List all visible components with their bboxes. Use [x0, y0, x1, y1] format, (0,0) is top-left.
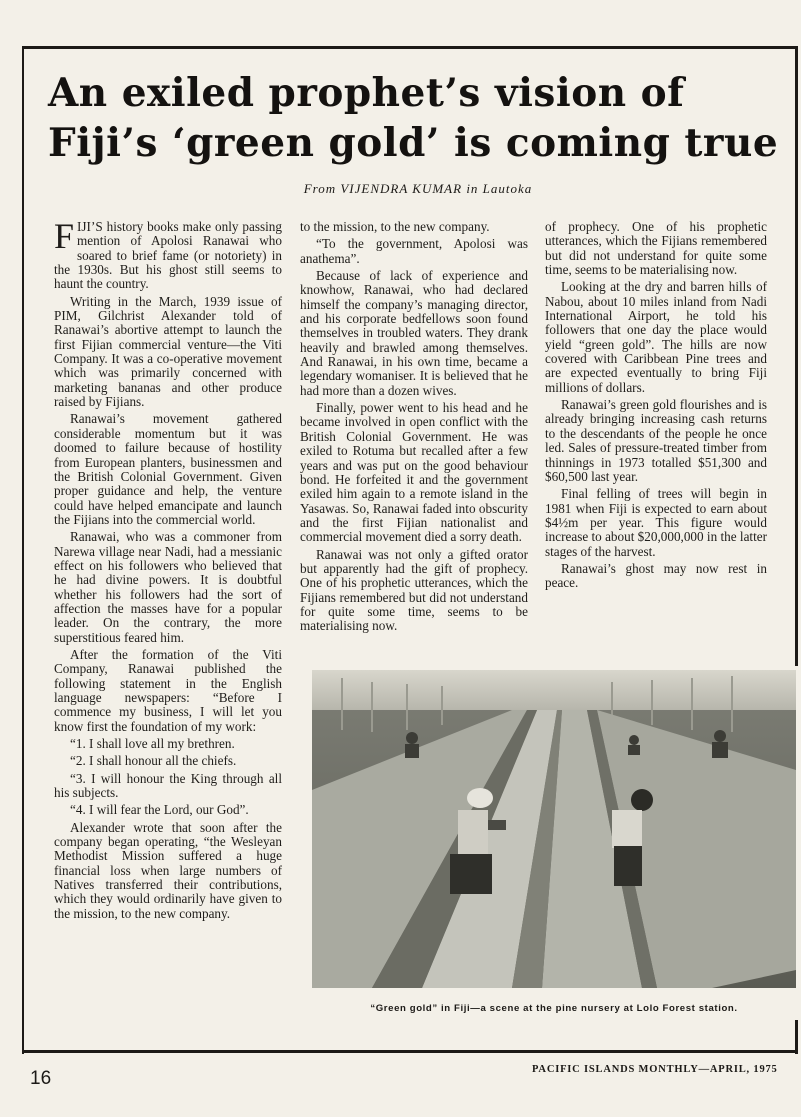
- paragraph-10-continued: of prophecy. One of his prophetic utterances, which the Fijians remembered but did not understand for quite some time, seems to be materialising now.: [545, 219, 767, 278]
- list-item-4: “4. I will fear the Lord, our God”.: [70, 802, 249, 818]
- list-item-3: “3. I will honour the King through all his subjects.: [54, 770, 282, 801]
- list-item-1: “1. I shall love all my brethren.: [70, 736, 235, 752]
- paragraph-1: FIJI’S history books make only passing mention of Apolosi Ranawai who soared to brief fame (or notoriety) in the 1930s. But his ghost still seems to haunt the country.: [54, 216, 282, 292]
- column-2: [300, 220, 528, 637]
- paragraph-7: “To the government, Apolosi was anathema”.: [300, 236, 528, 266]
- paragraph-4: Ranawai, who was a commoner from Narewa village near Nadi, had a messianic effect on his followers who believed that he had divine powers. It is doubtful whether his followers had the sort of affection the masses have for a popular leader. On the contrary, the more superstitious feared him.: [54, 529, 282, 645]
- column-3: [545, 220, 767, 594]
- paragraph-11: Looking at the dry and barren hills of Nabou, about 10 miles inland from Nadi International Airport, he told his followers that one day the place would yield “green gold”. The hills are now covered with Caribbean Pine trees and are expected eventually to bring Fiji millions of dollars.: [545, 279, 767, 395]
- top-rule: [22, 46, 798, 49]
- right-rule-lower: [795, 1020, 798, 1054]
- byline: From VIJENDRA KUMAR in Lautoka: [303, 181, 533, 196]
- right-rule: [795, 46, 798, 666]
- paragraph-12: Ranawai’s green gold flourishes and is already bringing increasing cash returns to the descendants of the people he once led. Sales of pressure-treated timber from thinnings in 1973 totalled $51,300 and $60,500 last year.: [545, 397, 767, 484]
- paragraph-6: Alexander wrote that soon after the company began operating, “the Wesleyan Methodist Mission suffered a huge financial loss when large numbers of Natives transferred their contributions, which they would ordinarily have given to the mission, to the new company.: [54, 819, 282, 921]
- bottom-rule: [22, 1050, 798, 1053]
- paragraph-2: Writing in the March, 1939 issue of PIM, Gilchrist Alexander told of Ranawai’s abortive attempt to launch the first Fijian commercial venture—the Viti Company. It was a co-operative movement which was primarily concerned with marketing bananas and other produce raised by Fijians.: [54, 293, 282, 410]
- column-1: [54, 216, 282, 924]
- drop-cap: F: [54, 216, 75, 256]
- paragraph-13: Final felling of trees will begin in 1981 when Fiji is expected to earn about $4½m per year. This figure would increase to about $20,000,000 in the latter stages of the harvest.: [545, 486, 767, 559]
- paragraph-10: Ranawai was not only a gifted orator but apparently had the gift of prophecy. One of his prophetic utterances, which the Fijians remembered but did not understand for quite some time, seems to be materialising now.: [300, 546, 528, 634]
- paragraph-14: Ranawai’s ghost may now rest in peace.: [545, 560, 767, 591]
- headline-line-2: Fiji’s ‘green gold’ is coming true: [48, 120, 779, 166]
- nursery-photo: [312, 670, 796, 988]
- photo-caption: “Green gold” in Fiji—a scene at the pine nursery at Lolo Forest station.: [370, 1003, 738, 1014]
- list-item-2: “2. I shall honour all the chiefs.: [70, 753, 237, 769]
- headline-line-1: An exiled prophet’s vision of: [48, 70, 685, 116]
- paragraph-8: Because of lack of experience and knowhow, Ranawai, who had declared himself the company’s managing director, and his corporate bedfellows soon found themselves in troubled waters. They drank heavily and brawled among themselves. And Ranawai, in his own time, became a legendary womaniser. It is believed that he had more than a dozen wives.: [300, 268, 528, 398]
- pine-nursery-image: [312, 670, 796, 988]
- page-number: 16: [30, 1068, 52, 1089]
- publication-footer: PACIFIC ISLANDS MONTHLY—APRIL, 1975: [532, 1064, 778, 1075]
- headline: [48, 68, 788, 168]
- left-rule: [22, 46, 24, 1054]
- paragraph-9: Finally, power went to his head and he became involved in open conflict with the British Colonial Government. He was exiled to Rotuma but recalled after a few years and was put on the good behaviour bond. He forfeited it and the government exiled him again to a remote island in the Yasawas. So, Ranawai faded into obscurity and the first Fijian nationalist and commercial movement died a sorry death.: [300, 400, 528, 545]
- paragraph-5: After the formation of the Viti Company, Ranawai published the following statement in the English language newspapers: “Before I commence my business, I will let you know first the foundation of my work:: [54, 646, 282, 734]
- paragraph-6-continued: to the mission, to the new company.: [300, 219, 490, 234]
- paragraph-3: Ranawai’s movement gathered considerable momentum but it was doomed to failure because of hostility from European planters, businessmen and the British Colonial Government. Given proper guidance and help, the venture could have helped emancipate and launch the Fijians into the commercial world.: [54, 411, 282, 527]
